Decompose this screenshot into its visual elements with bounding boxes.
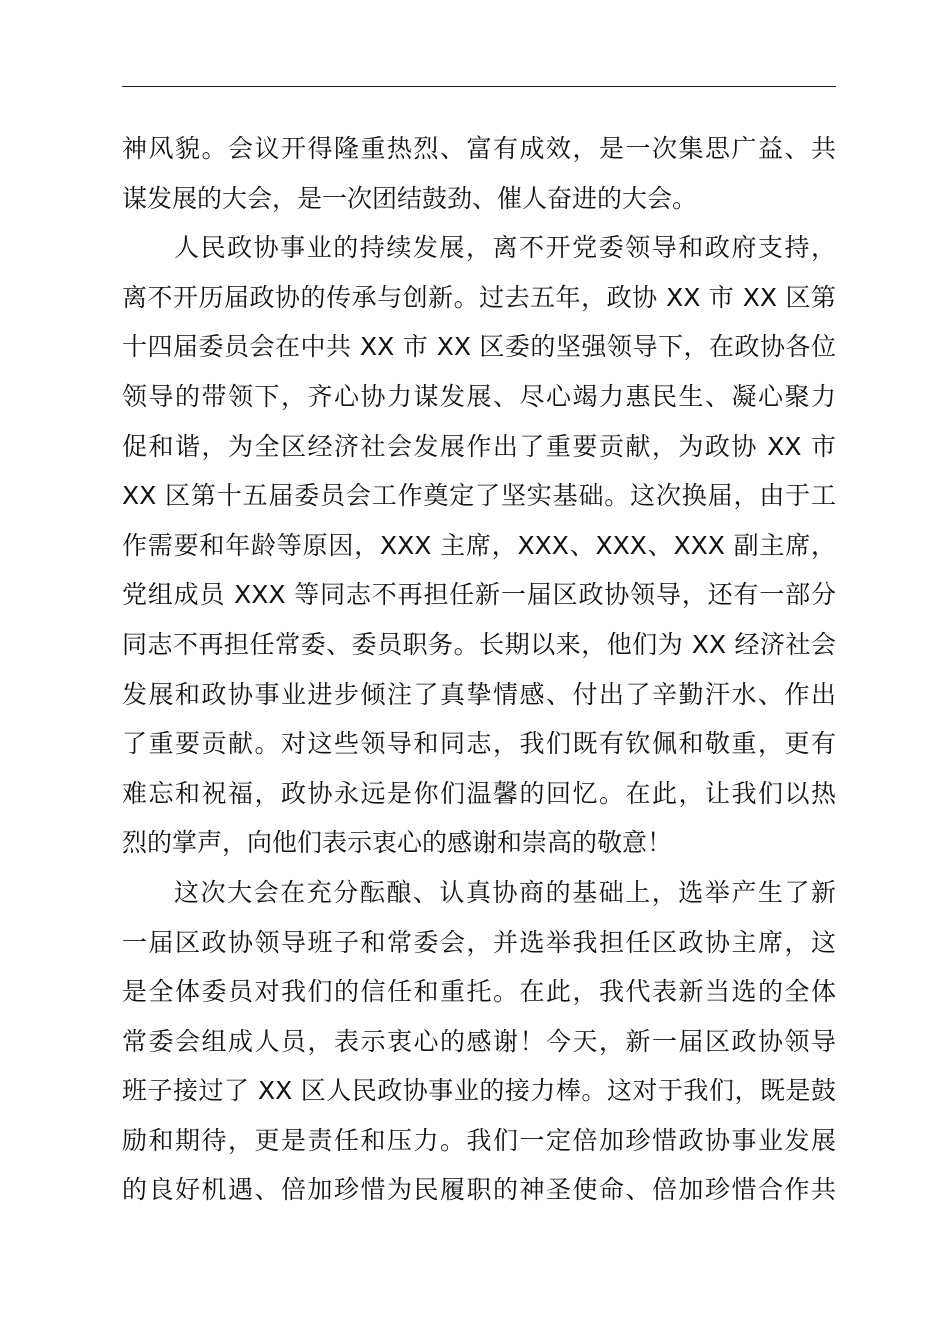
text-line: 领导的带领下，齐心协力谋发展、尽心竭力惠民生、凝心聚力 (122, 381, 836, 411)
document-body (122, 124, 836, 1215)
text-line: 离不开历届政协的传承与创新。过去五年，政协 XX 市 XX 区第 (122, 282, 836, 312)
text-line: 这次大会在充分酝酿、认真协商的基础上，选举产生了新 (174, 877, 836, 907)
text-line: 党组成员 XXX 等同志不再担任新一届区政协领导，还有一部分 (122, 580, 836, 610)
text-line: 十四届委员会在中共 XX 市 XX 区委的坚强领导下，在政协各位 (122, 332, 836, 362)
text-line: 难忘和祝福，政协永远是你们温馨的回忆。在此，让我们以热 (122, 778, 836, 808)
header-rule (122, 86, 836, 87)
text-line: 班子接过了 XX 区人民政协事业的接力棒。这对于我们，既是鼓 (122, 1076, 836, 1106)
text-line: 发展和政协事业进步倾注了真挚情感、付出了辛勤汗水、作出 (122, 679, 836, 709)
text-line: 神风貌。会议开得隆重热烈、富有成效，是一次集思广益、共 (122, 134, 836, 163)
text-line: 是全体委员对我们的信任和重托。在此，我代表新当选的全体 (122, 977, 836, 1007)
text-line: 了重要贡献。对这些领导和同志，我们既有钦佩和敬重，更有 (122, 729, 836, 759)
text-line: 人民政协事业的持续发展，离不开党委领导和政府支持， (174, 233, 836, 263)
text-line: 同志不再担任常委、委员职务。长期以来，他们为 XX 经济社会 (122, 629, 836, 659)
text-line: 的良好机遇、倍加珍惜为民履职的神圣使命、倍加珍惜合作共 (122, 1175, 836, 1205)
text-line: 作需要和年龄等原因，XXX 主席，XXX、XXX、XXX 副主席， (122, 530, 836, 560)
text-line: 常委会组成人员，表示衷心的感谢！今天，新一届区政协领导 (122, 1026, 836, 1056)
text-line: 烈的掌声，向他们表示衷心的感谢和崇高的敬意！ (122, 828, 673, 858)
text-line: XX 区第十五届委员会工作奠定了坚实基础。这次换届，由于工 (122, 481, 836, 511)
text-line: 谋发展的大会，是一次团结鼓劲、催人奋进的大会。 (122, 183, 698, 213)
text-line: 促和谐，为全区经济社会发展作出了重要贡献，为政协 XX 市 (122, 431, 836, 461)
text-line: 励和期待，更是责任和压力。我们一定倍加珍惜政协事业发展 (122, 1125, 836, 1155)
text-line: 一届区政协领导班子和常委会，并选举我担任区政协主席，这 (122, 927, 836, 957)
